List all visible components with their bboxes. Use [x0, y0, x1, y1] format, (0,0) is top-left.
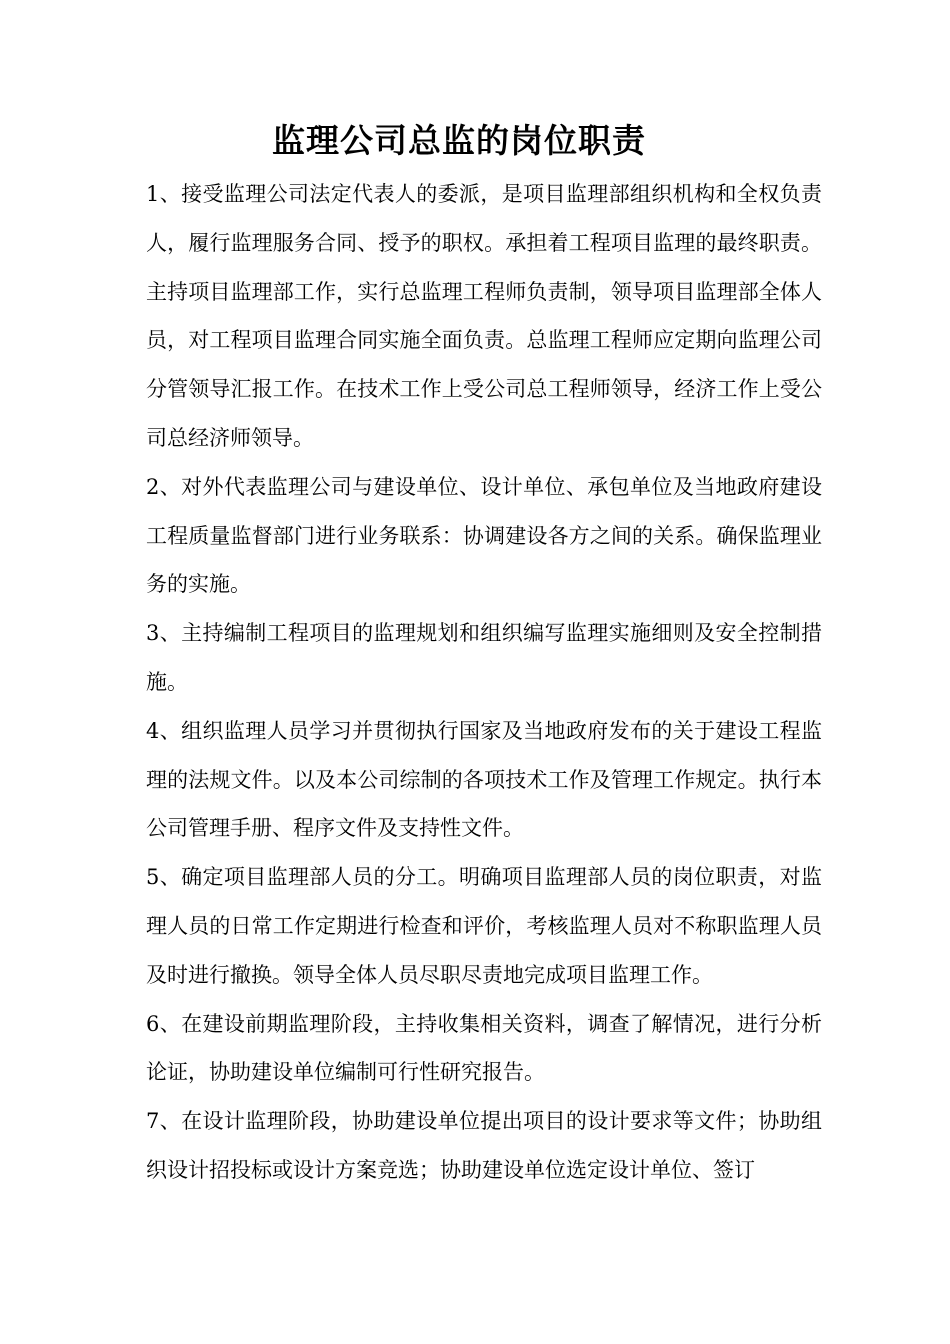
paragraph-6: 6、在建设前期监理阶段，主持收集相关资料，调查了解情况，进行分析论证，协助建设单位编制可行性研究报告。 [146, 1011, 822, 1085]
paragraph-2: 2、对外代表监理公司与建设单位、设计单位、承包单位及当地政府建设工程质量监督部门进行业务联系：协调建设各方之间的关系。确保监理业务的实施。 [146, 474, 822, 597]
paragraph-5: 5、确定项目监理部人员的分工。明确项目监理部人员的岗位职责，对监理人员的日常工作定期进行检查和评价，考核监理人员对不称职监理人员及时进行撤换。领导全体人员尽职尽责地完成项目监理工作。 [146, 865, 822, 987]
document-body [146, 170, 822, 1195]
paragraph-3: 3、主持编制工程项目的监理规划和组织编写监理实施细则及安全控制措施。 [146, 621, 822, 694]
paragraph-7: 7、在设计监理阶段，协助建设单位提出项目的设计要求等文件；协助组织设计招投标或设计方案竞选；协助建设单位选定设计单位、签订 [146, 1109, 822, 1182]
paragraph-1: 1、接受监理公司法定代表人的委派，是项目监理部组织机构和全权负责人，履行监理服务合同、授予的职权。承担着工程项目监理的最终职责。主持项目监理部工作，实行总监理工程师负责制，领导项目监理部全体人员，对工程项目监理合同实施全面负责。总监理工程师应定期向监理公司分管领导汇报工作。在技术工作上受公司总工程师领导，经济工作上受公司总经济师领导。 [146, 182, 822, 450]
document-title: 监理公司总监的岗位职责 [272, 121, 646, 160]
paragraph-4: 4、组织监理人员学习并贯彻执行国家及当地政府发布的关于建设工程监理的法规文件。以及本公司综制的各项技术工作及管理工作规定。执行本公司管理手册、程序文件及支持性文件。 [146, 718, 822, 841]
